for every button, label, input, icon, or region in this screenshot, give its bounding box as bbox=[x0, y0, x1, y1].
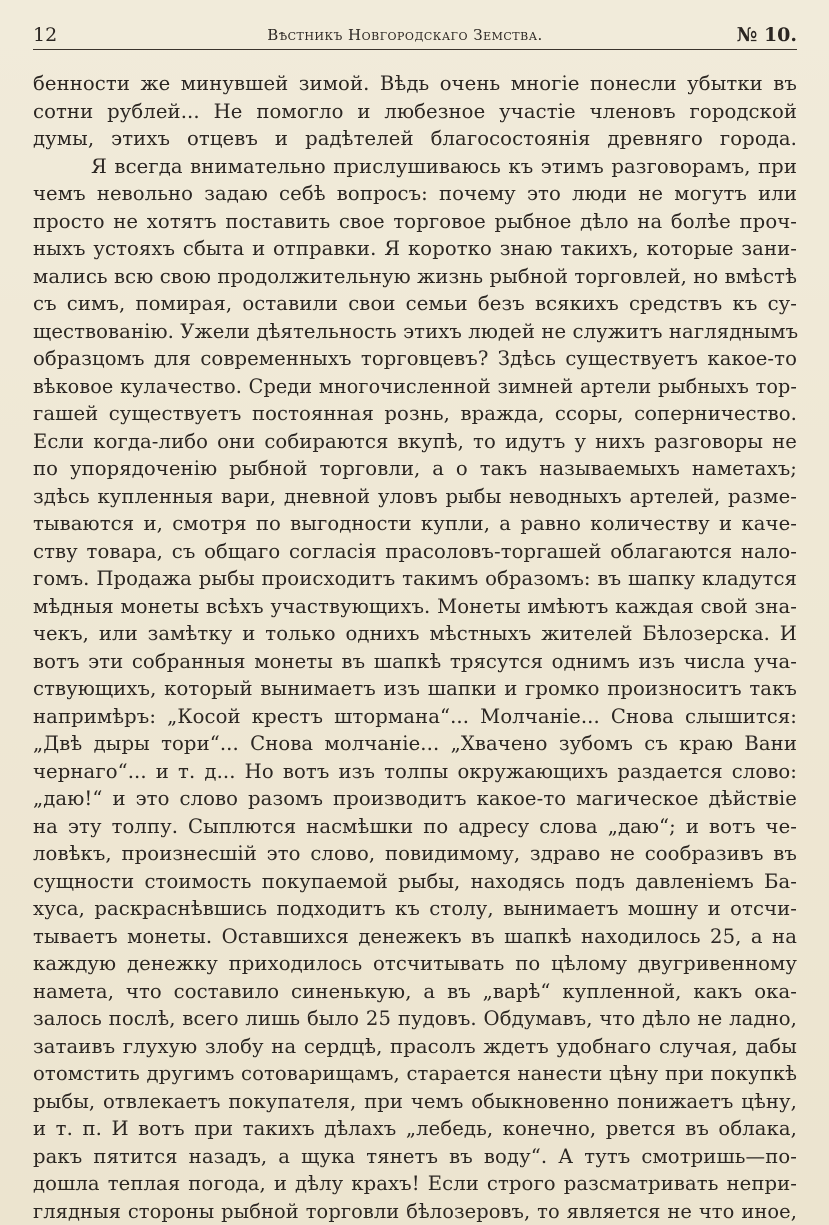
text-line: дошла теплая погода, и дѣлу крахъ! Если строго разсматривать непри- bbox=[33, 1172, 797, 1195]
header-rule bbox=[33, 49, 797, 50]
text-line: сущности стоимость покупаемой рыбы, находясь подъ давленіемъ Ба- bbox=[33, 869, 797, 893]
page-number: 12 bbox=[33, 24, 58, 46]
text-line: на эту толпу. Сыплются насмѣшки по адресу слова „даю“; и вотъ че- bbox=[33, 814, 797, 838]
text-line: ществованію. Ужели дѣятельность этихъ людей не служитъ нагляднымъ bbox=[33, 319, 799, 343]
text-line: ствующихъ, который вынимаетъ изъ шапки и громко произноситъ такъ bbox=[33, 677, 797, 700]
text-line: хуса, раскраснѣвшись подходитъ къ столу, вынимаетъ мошну и отсчи- bbox=[33, 897, 797, 920]
text-line: чекъ, или замѣтку и только однихъ мѣстныхъ жителей Бѣлозерска. И bbox=[33, 622, 797, 645]
text-line: чернаго“... и т. д... Но вотъ изъ толпы окружающихъ раздается слово: bbox=[33, 759, 797, 783]
text-line: тываются и, смотря по выгодности купли, а равно количеству и каче- bbox=[33, 512, 797, 535]
running-title: Вѣстникъ Новгородскаго Земства. bbox=[267, 26, 543, 44]
text-line: бенности же минувшей зимой. Вѣдь очень многіе понесли убытки въ bbox=[33, 72, 797, 95]
text-line: Если когда-либо они собираются вкупѣ, то идутъ у нихъ разговоры не bbox=[33, 429, 797, 453]
text-line: вѣковое кулачество. Среди многочисленной зимней артели рыбныхъ тор- bbox=[33, 374, 797, 398]
text-line: Я всегда внимательно прислушиваюсь къ этимъ разговорамъ, при bbox=[91, 154, 797, 178]
text-line: ракъ пятится назадъ, а щука тянетъ въ воду“. А тутъ смотришь—по- bbox=[33, 1144, 797, 1168]
text-line: рыбы, отвлекаетъ покупателя, при чемъ обыкновенно понижаетъ цѣну, bbox=[33, 1089, 797, 1113]
text-line: чемъ невольно задаю себѣ вопросъ: почему это люди не могутъ или bbox=[33, 182, 797, 205]
text-line: ловѣкъ, произнесшій это слово, повидимому, здраво не сообразивъ въ bbox=[33, 842, 797, 865]
text-line: „даю!“ и это слово разомъ производитъ какое-то магическое дѣйствіе bbox=[33, 787, 797, 810]
text-line: отомстить другимъ сотоварищамъ, старается нанести цѣну при покупкѣ bbox=[33, 1062, 797, 1085]
text-line: думы, этихъ отцевъ и радѣтелей благосостоянія древняго города. bbox=[33, 127, 797, 150]
text-line: тываетъ монеты. Оставшихся денежекъ въ шапкѣ находилось 25, а на bbox=[33, 924, 797, 948]
text-line: сотни рублей... Не помогло и любезное участіе членовъ городской bbox=[33, 99, 797, 123]
text-line: ству товара, съ общаго согласія прасоловъ-торгашей облагаются нало- bbox=[33, 539, 797, 563]
text-line: напримѣръ: „Косой крестъ штормана“... Молчаніе... Снова слышится: bbox=[33, 704, 797, 728]
text-line: съ симъ, помирая, оставили свои семьи безъ всякихъ средствъ къ су- bbox=[33, 292, 797, 315]
text-line: затаивъ глухую злобу на сердцѣ, прасолъ ждетъ удобнаго случая, дабы bbox=[33, 1034, 797, 1058]
text-line: вотъ эти собранныя монеты въ шапкѣ трясутся однимъ изъ числа уча- bbox=[33, 649, 797, 673]
text-line: каждую денежку приходилось отсчитывать по цѣлому двугривенному bbox=[33, 952, 797, 975]
text-line: просто не хотятъ поставить свое торговое рыбное дѣло на болѣе проч- bbox=[33, 209, 797, 233]
text-line: мались всю свою продолжительную жизнь рыбной торговлей, но вмѣстѣ bbox=[33, 264, 797, 288]
text-line: залось послѣ, всего лишь было 25 пудовъ. Обдумавъ, что дѣло не ладно, bbox=[33, 1007, 797, 1030]
text-line: мѣдныя монеты всѣхъ участвующихъ. Монеты имѣютъ каждая свой зна- bbox=[33, 594, 797, 618]
text-line: ныхъ устояхъ сбыта и отправки. Я коротко знаю такихъ, которые зани- bbox=[33, 237, 797, 260]
body-text bbox=[33, 70, 797, 1225]
text-line: и т. п. И вотъ при такихъ дѣлахъ „лебедь, конечно, рвется въ облака, bbox=[33, 1117, 797, 1140]
text-line: гомъ. Продажа рыбы происходитъ такимъ образомъ: въ шапку кладутся bbox=[33, 567, 797, 590]
text-line: здѣсь купленныя вари, дневной уловъ рыбы неводныхъ артелей, разме- bbox=[33, 484, 797, 508]
text-line: глядныя стороны рыбной торговли бѣлозеровъ, то является не что иное, bbox=[33, 1199, 797, 1223]
text-line: намета, что составило синенькую, а въ „варѣ“ купленной, какъ ока- bbox=[33, 979, 797, 1003]
text-line: „Двѣ дыры тори“... Снова молчаніе... „Хвачено зубомъ съ краю Вани bbox=[33, 732, 797, 755]
page-header bbox=[33, 20, 797, 46]
issue-number: № 10. bbox=[736, 24, 797, 46]
text-line: по упорядоченію рыбной торговли, а о такъ называемыхъ наметахъ; bbox=[33, 457, 797, 480]
text-line: гашей существуетъ постоянная рознь, вражда, ссоры, соперничество. bbox=[33, 402, 797, 425]
text-line: образцомъ для современныхъ торговцевъ? Здѣсь существуетъ какое-то bbox=[33, 347, 797, 370]
